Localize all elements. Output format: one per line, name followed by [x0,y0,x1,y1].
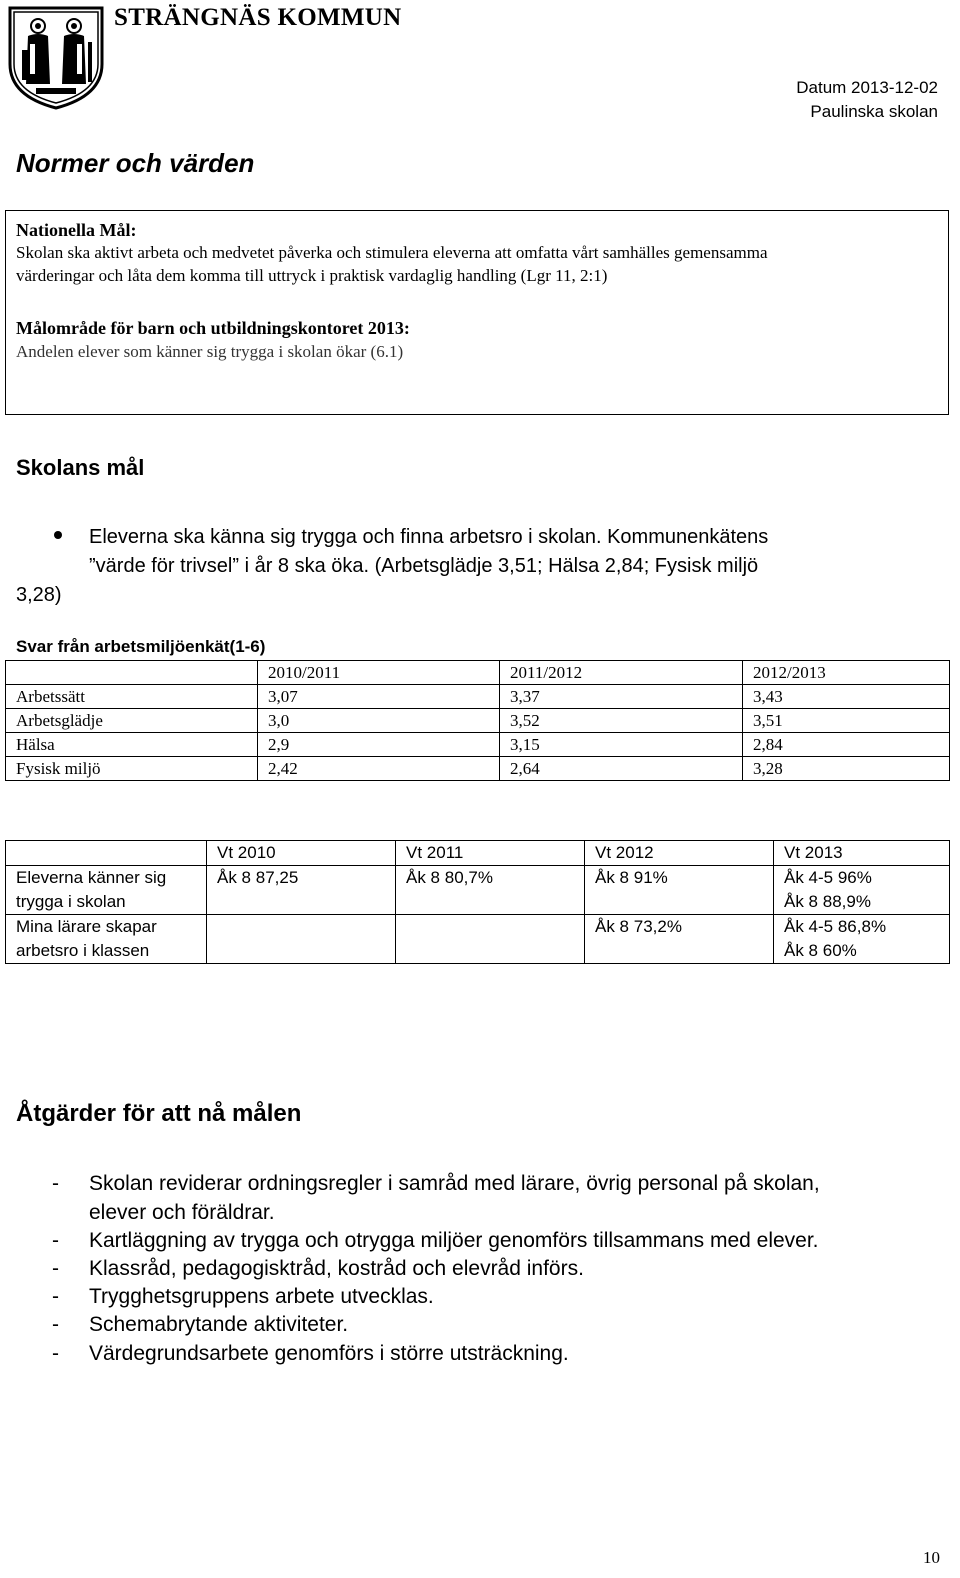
action-item: elever och föräldrar. [89,1201,275,1224]
table-cell: 3,15 [500,733,743,757]
row-label [6,915,207,964]
table-header-cell: 2012/2013 [743,661,950,685]
table-row [6,866,950,915]
table-cell: 3,37 [500,685,743,709]
table-header-cell: Vt 2013 [774,841,950,866]
list-dash: - [52,1313,59,1336]
table-row [6,685,950,709]
target-area-text: Andelen elever som känner sig trygga i skolan ökar (6.1) [16,342,404,361]
row-label-line: Mina lärare skapar [16,917,157,936]
table-cell: 3,28 [743,757,950,781]
safety-table [5,840,950,964]
municipality-crest-icon [6,4,106,110]
list-dash: - [52,1285,59,1308]
table-cell: 2,84 [743,733,950,757]
table-header-row [6,841,950,866]
national-goals-heading: Nationella Mål: [16,220,137,240]
table-row [6,915,950,964]
table-header-cell [6,841,207,866]
table-header-cell: Vt 2010 [207,841,396,866]
table-cell: 3,51 [743,709,950,733]
list-dash: - [52,1172,59,1195]
school-goals-heading: Skolans mål [16,455,145,480]
table-cell: Åk 8 73,2% [585,915,774,964]
page-number: 10 [923,1548,940,1567]
table-row [6,709,950,733]
row-label-line: Eleverna känner sig [16,868,167,887]
table-header-cell: Vt 2012 [585,841,774,866]
goals-box [5,210,949,415]
table-header-row [6,661,950,685]
page-title: Normer och värden [16,148,255,178]
survey-table [5,660,950,781]
action-item: Värdegrundsarbete genomförs i större utsträckning. [89,1342,569,1365]
action-item: Schemabrytande aktiviteter. [89,1313,349,1336]
table-cell: 3,07 [258,685,500,709]
cell-line: Åk 8 60% [784,941,857,960]
table-cell [774,866,950,915]
organization-name: STRÄNGNÄS KOMMUN [114,4,402,31]
school-goal-text: Eleverna ska känna sig trygga och finna arbetsro i skolan. Kommunenkätens [89,526,769,548]
cell-line: Åk 4-5 86,8% [784,917,887,936]
document-date: Datum 2013-12-02 [796,78,938,97]
table-cell: 3,52 [500,709,743,733]
action-item: Trygghetsgruppens arbete utvecklas. [89,1285,434,1308]
table-header-cell [6,661,258,685]
row-label [6,866,207,915]
action-item: Skolan reviderar ordningsregler i samråd med lärare, övrig personal på skolan, [89,1172,820,1195]
table-cell: Åk 8 91% [585,866,774,915]
table-cell: 2,64 [500,757,743,781]
school-goal-text: 3,28) [16,584,62,606]
table-cell: Åk 8 80,7% [396,866,585,915]
target-area-heading: Målområde för barn och utbildningskontoret 2013: [16,318,410,338]
table-header-cell: 2011/2012 [500,661,743,685]
national-goals-text: värderingar och låta dem komma till uttryck i praktisk vardaglig handling (Lgr 11, 2:1) [16,266,608,285]
survey-heading: Svar från arbetsmiljöenkät(1-6) [16,637,266,656]
table-header-cell: Vt 2011 [396,841,585,866]
table-cell: Åk 8 87,25 [207,866,396,915]
row-label-line: arbetsro i klassen [16,941,150,960]
table-header-cell: 2010/2011 [258,661,500,685]
list-dash: - [52,1342,59,1365]
row-label: Hälsa [6,733,258,757]
cell-line: Åk 8 88,9% [784,892,871,911]
action-item: Klassråd, pedagogisktråd, kostråd och elevråd införs. [89,1257,584,1280]
action-item: Kartläggning av trygga och otrygga miljöer genomförs tillsammans med elever. [89,1229,819,1252]
table-cell [774,915,950,964]
table-cell: 3,43 [743,685,950,709]
table-cell [207,915,396,964]
row-label-line: trygga i skolan [16,892,126,911]
row-label: Fysisk miljö [6,757,258,781]
table-row [6,757,950,781]
table-row [6,733,950,757]
bullet-icon [54,531,62,539]
row-label: Arbetssätt [6,685,258,709]
table-cell [396,915,585,964]
school-goal-text: ”värde för trivsel” i år 8 ska öka. (Arbetsglädje 3,51; Hälsa 2,84; Fysisk miljö [89,555,759,577]
table-cell: 2,9 [258,733,500,757]
list-dash: - [52,1229,59,1252]
list-dash: - [52,1257,59,1280]
table-cell: 3,0 [258,709,500,733]
row-label: Arbetsglädje [6,709,258,733]
actions-heading: Åtgärder för att nå målen [16,1100,302,1127]
table-cell: 2,42 [258,757,500,781]
cell-line: Åk 4-5 96% [784,868,872,887]
national-goals-text: Skolan ska aktivt arbeta och medvetet påverka och stimulera eleverna att omfatta vårt samhälles gemensamma [16,243,768,262]
school-name: Paulinska skolan [810,102,938,121]
